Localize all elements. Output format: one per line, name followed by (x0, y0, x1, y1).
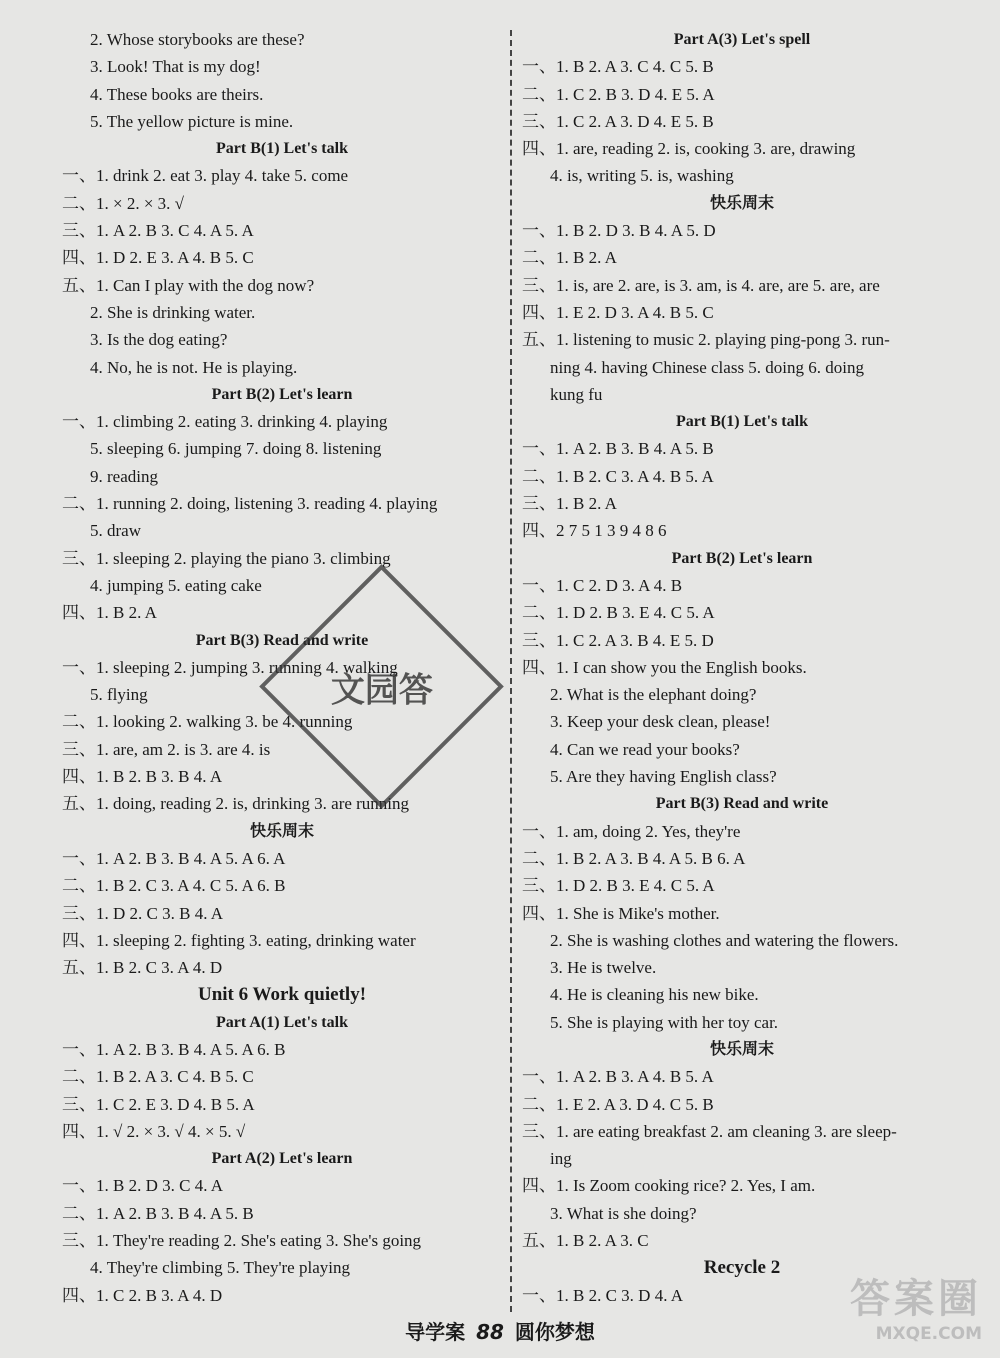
answer-line: 5. Are they having English class? (550, 767, 777, 787)
answer-line: 四、1. I can show you the English books. (522, 657, 807, 677)
answer-line: 四、1. C 2. B 3. A 4. D (62, 1285, 223, 1305)
answer-line: 3. Look! That is my dog! (90, 57, 261, 77)
answer-line: 二、1. C 2. B 3. D 4. E 5. A (522, 84, 715, 104)
answer-line: 五、1. doing, reading 2. is, drinking 3. are running (62, 794, 410, 814)
section-heading: Part B(3) Read and write (655, 795, 829, 813)
answer-line: 三、1. They're reading 2. She's eating 3. She's going (62, 1231, 422, 1251)
answer-line: 三、1. is, are 2. are, is 3. am, is 4. are, are 5. are, are (522, 275, 880, 295)
answer-line: 一、1. climbing 2. eating 3. drinking 4. playing (62, 412, 388, 432)
answer-line: 5. sleeping 6. jumping 7. doing 8. listening (90, 439, 382, 459)
section-heading: Part B(2) Let's learn (671, 549, 813, 567)
stamp-text: 文园答 (330, 670, 433, 710)
right-column (522, 26, 962, 1309)
section-heading: Part B(1) Let's talk (676, 413, 808, 431)
answer-line: 一、1. A 2. B 3. B 4. A 5. B (522, 439, 714, 459)
answer-line: 五、1. Can I play with the dog now? (62, 275, 315, 295)
answer-line: 4. is, writing 5. is, washing (550, 166, 734, 186)
answer-line: 2. What is the elephant doing? (550, 685, 757, 705)
answer-line: 一、1. sleeping 2. jumping 3. running 4. walking (62, 657, 398, 677)
section-heading: Part B(3) Read and write (195, 631, 369, 649)
section-heading: Recycle 2 (703, 1257, 781, 1279)
section-heading: Unit 6 Work quietly! (197, 984, 367, 1006)
answer-line: 5. She is playing with her toy car. (550, 1012, 779, 1032)
section-heading: Part A(3) Let's spell (673, 31, 811, 48)
answer-line: 一、1. A 2. B 3. B 4. A 5. A 6. A (62, 848, 286, 868)
answer-line: 一、1. C 2. D 3. A 4. B (522, 575, 683, 595)
answer-line: 2. She is drinking water. (90, 302, 256, 322)
section-heading: 快乐周末 (709, 194, 774, 212)
answer-line: 五、1. B 2. C 3. A 4. D (62, 958, 223, 978)
answer-line: 3. Is the dog eating? (90, 330, 228, 350)
answer-line: 4. They're climbing 5. They're playing (90, 1258, 350, 1278)
footer-left-text: 导学案 (405, 1320, 466, 1344)
answer-line: 三、1. are, am 2. is 3. are 4. is (62, 739, 271, 759)
section-heading: Part A(2) Let's learn (211, 1150, 353, 1168)
answer-line: 四、1. D 2. E 3. A 4. B 5. C (62, 248, 254, 268)
answer-line: 2. She is washing clothes and watering the flowers. (550, 930, 899, 950)
answer-line: 三、1. C 2. A 3. B 4. E 5. D (522, 630, 714, 650)
answer-line: 5. draw (90, 521, 141, 541)
section-heading: Part B(1) Let's talk (216, 140, 348, 158)
answer-line: 一、1. am, doing 2. Yes, they're (522, 821, 741, 841)
answer-line: 三、1. D 2. C 3. B 4. A (62, 903, 224, 923)
page-number: 88 (476, 1320, 504, 1344)
answer-line: 四、1. B 2. B 3. B 4. A (62, 767, 223, 787)
answer-line: 三、1. C 2. E 3. D 4. B 5. A (62, 1094, 255, 1114)
watermark-url: MXQE.COM (875, 1324, 982, 1344)
section-heading: 快乐周末 (249, 822, 314, 840)
answer-line: 五、1. B 2. A 3. C (522, 1231, 649, 1251)
answer-line: 二、1. B 2. C 3. A 4. B 5. A (522, 466, 714, 486)
answer-line: 4. These books are theirs. (90, 84, 264, 104)
answer-line: 3. Keep your desk clean, please! (550, 712, 771, 732)
answer-line: 三、1. A 2. B 3. C 4. A 5. A (62, 221, 254, 241)
answer-line: 四、1. She is Mike's mother. (522, 903, 720, 923)
watermark-logo-text: 答案圈 (850, 1276, 982, 1322)
section-heading: 快乐周末 (709, 1040, 774, 1058)
answer-line: 四、2 7 5 1 3 9 4 8 6 (522, 521, 667, 541)
answer-line: 四、1. E 2. D 3. A 4. B 5. C (522, 302, 714, 322)
answer-line: 9. reading (90, 466, 158, 486)
answer-line: 4. No, he is not. He is playing. (90, 357, 298, 377)
answer-line: 4. Can we read your books? (550, 739, 740, 759)
answer-line: 四、1. B 2. A (62, 603, 157, 623)
answer-line: 3. What is she doing? (550, 1203, 697, 1223)
answer-line: 二、1. A 2. B 3. B 4. A 5. B (62, 1203, 254, 1223)
answer-line: ning 4. having Chinese class 5. doing 6. doing (550, 357, 865, 377)
answer-line: 二、1. running 2. doing, listening 3. reading 4. playing (62, 494, 438, 514)
answer-line: 二、1. B 2. A (522, 248, 617, 268)
answer-line: 一、1. B 2. A 3. C 4. C 5. B (522, 57, 714, 77)
answer-line: 5. flying (90, 685, 148, 705)
answer-line: kung fu (550, 384, 603, 404)
answer-line: 三、1. are eating breakfast 2. am cleaning 3. are sleep- (522, 1121, 897, 1141)
answer-line: 四、1. Is Zoom cooking rice? 2. Yes, I am. (522, 1176, 816, 1196)
answer-line: 一、1. B 2. D 3. B 4. A 5. D (522, 221, 716, 241)
answer-line: 5. The yellow picture is mine. (90, 111, 294, 131)
answer-line: ing (550, 1149, 572, 1169)
answer-line: 一、1. B 2. D 3. C 4. A (62, 1176, 224, 1196)
answer-line: 四、1. are, reading 2. is, cooking 3. are, drawing (522, 139, 856, 159)
answer-line: 二、1. B 2. A 3. B 4. A 5. B 6. A (522, 848, 746, 868)
answer-line: 一、1. drink 2. eat 3. play 4. take 5. come (62, 166, 349, 186)
column-divider (510, 30, 512, 1312)
answer-line: 二、1. B 2. C 3. A 4. C 5. A 6. B (62, 876, 286, 896)
watermark (850, 1267, 982, 1344)
answer-line: 二、1. × 2. × 3. √ (62, 193, 185, 213)
answer-line: 二、1. D 2. B 3. E 4. C 5. A (522, 603, 715, 623)
answer-line: 三、1. D 2. B 3. E 4. C 5. A (522, 876, 715, 896)
section-heading: Part B(2) Let's learn (211, 385, 353, 403)
answer-line: 4. He is cleaning his new bike. (550, 985, 759, 1005)
answer-line: 四、1. √ 2. × 3. √ 4. × 5. √ (62, 1121, 246, 1141)
answer-line: 二、1. B 2. A 3. C 4. B 5. C (62, 1067, 254, 1087)
answer-line: 一、1. A 2. B 3. A 4. B 5. A (522, 1067, 714, 1087)
answer-line: 3. He is twelve. (550, 958, 657, 978)
answer-line: 二、1. E 2. A 3. D 4. C 5. B (522, 1094, 714, 1114)
answer-line: 4. jumping 5. eating cake (90, 575, 262, 595)
answer-line: 三、1. sleeping 2. playing the piano 3. climbing (62, 548, 391, 568)
answer-line: 三、1. C 2. A 3. D 4. E 5. B (522, 111, 714, 131)
section-heading: Part A(1) Let's talk (216, 1013, 348, 1031)
answer-line: 二、1. looking 2. walking 3. be 4. running (62, 712, 353, 732)
answer-line: 一、1. B 2. C 3. D 4. A (522, 1285, 684, 1305)
footer-right-text: 圆你梦想 (514, 1320, 595, 1344)
answer-line: 2. Whose storybooks are these? (90, 30, 305, 49)
answer-line: 一、1. A 2. B 3. B 4. A 5. A 6. B (62, 1039, 286, 1059)
answer-line: 三、1. B 2. A (522, 494, 617, 514)
answer-line: 四、1. sleeping 2. fighting 3. eating, drinking water (62, 930, 416, 950)
answer-line: 五、1. listening to music 2. playing ping-pong 3. run- (522, 330, 890, 350)
